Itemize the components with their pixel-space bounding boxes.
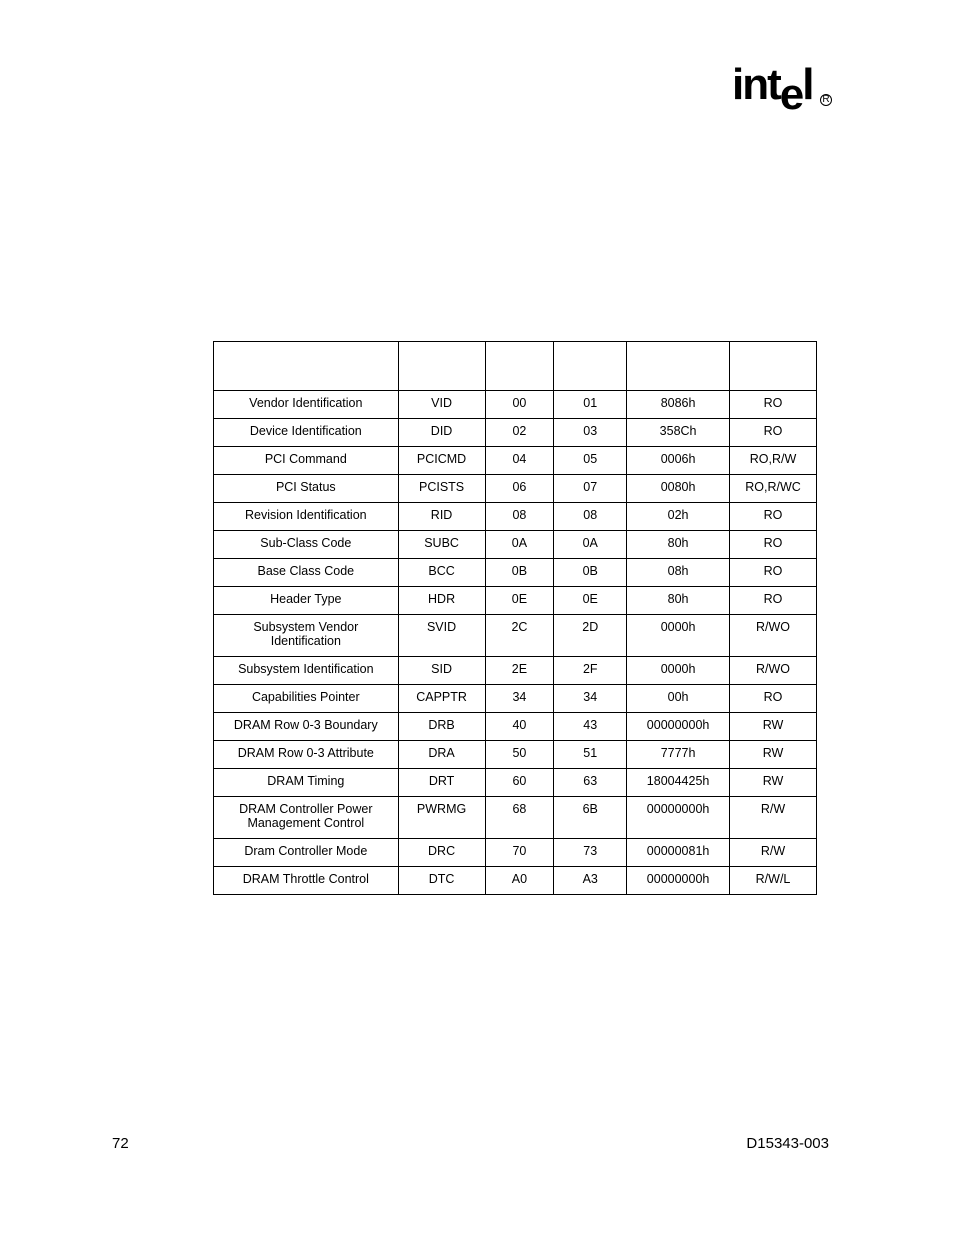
- table-row: [214, 741, 817, 769]
- header-cell: [554, 342, 627, 391]
- table-cell: 80h: [627, 531, 730, 559]
- table-cell: 80h: [627, 587, 730, 615]
- table-cell: RW: [730, 769, 817, 797]
- table-cell: A0: [485, 867, 554, 895]
- table-row: [214, 797, 817, 839]
- header-cell: [214, 342, 399, 391]
- table-cell: Base Class Code: [214, 559, 399, 587]
- table-cell: CAPPTR: [398, 685, 485, 713]
- table-cell: R/WO: [730, 657, 817, 685]
- table-cell: R/W: [730, 839, 817, 867]
- table-cell: RW: [730, 741, 817, 769]
- table-cell: 0A: [485, 531, 554, 559]
- table-cell: 63: [554, 769, 627, 797]
- page-number: 72: [112, 1135, 129, 1152]
- table-cell: R/WO: [730, 615, 817, 657]
- header-cell: [398, 342, 485, 391]
- table-cell: 7777h: [627, 741, 730, 769]
- table-cell: Subsystem Identification: [214, 657, 399, 685]
- logo-part-e: e: [779, 70, 803, 119]
- table-cell: PWRMG: [398, 797, 485, 839]
- table-cell: 43: [554, 713, 627, 741]
- table-cell: SUBC: [398, 531, 485, 559]
- table-row: [214, 475, 817, 503]
- table-row: [214, 657, 817, 685]
- table-cell: Vendor Identification: [214, 391, 399, 419]
- table-cell: 73: [554, 839, 627, 867]
- table-header-row: [214, 342, 817, 391]
- table-cell: RO: [730, 531, 817, 559]
- table-cell: 03: [554, 419, 627, 447]
- table-cell: 00000000h: [627, 797, 730, 839]
- table-cell: Capabilities Pointer: [214, 685, 399, 713]
- table-cell: 2C: [485, 615, 554, 657]
- logo-part-l: l: [802, 60, 813, 109]
- table-cell: 00000000h: [627, 867, 730, 895]
- table-cell: RID: [398, 503, 485, 531]
- table-cell: 02: [485, 419, 554, 447]
- table-cell: PCISTS: [398, 475, 485, 503]
- table-cell: DRAM Controller Power Management Control: [214, 797, 399, 839]
- table-cell: 0B: [554, 559, 627, 587]
- table-cell: VID: [398, 391, 485, 419]
- table-cell: HDR: [398, 587, 485, 615]
- table-cell: 08h: [627, 559, 730, 587]
- table-cell: DRAM Row 0-3 Boundary: [214, 713, 399, 741]
- registered-mark-icon: R: [820, 94, 832, 106]
- table-cell: Device Identification: [214, 419, 399, 447]
- table-cell: RO: [730, 587, 817, 615]
- document-number: D15343-003: [746, 1135, 829, 1152]
- table-cell: RO: [730, 559, 817, 587]
- table-row: [214, 447, 817, 475]
- table-cell: 05: [554, 447, 627, 475]
- table-cell: 0A: [554, 531, 627, 559]
- header-cell: [485, 342, 554, 391]
- table-row: [214, 531, 817, 559]
- table-cell: 0000h: [627, 615, 730, 657]
- table-cell: 34: [554, 685, 627, 713]
- table-cell: R/W: [730, 797, 817, 839]
- table-cell: 2D: [554, 615, 627, 657]
- table-cell: 8086h: [627, 391, 730, 419]
- logo-part-int: int: [732, 60, 780, 109]
- table-cell: 08: [485, 503, 554, 531]
- table-cell: 18004425h: [627, 769, 730, 797]
- table-cell: 02h: [627, 503, 730, 531]
- table-cell: 2F: [554, 657, 627, 685]
- table-cell: 60: [485, 769, 554, 797]
- table-cell: BCC: [398, 559, 485, 587]
- table-cell: 34: [485, 685, 554, 713]
- table-cell: DTC: [398, 867, 485, 895]
- table-cell: 0006h: [627, 447, 730, 475]
- table-cell: RO,R/W: [730, 447, 817, 475]
- intel-logo-wordmark: [732, 60, 813, 119]
- table-cell: 07: [554, 475, 627, 503]
- table-cell: 0E: [485, 587, 554, 615]
- table-cell: Sub-Class Code: [214, 531, 399, 559]
- table-cell: RO: [730, 503, 817, 531]
- table-cell: 08: [554, 503, 627, 531]
- table-row: [214, 615, 817, 657]
- table-cell: SID: [398, 657, 485, 685]
- table-cell: 00: [485, 391, 554, 419]
- table-cell: 00h: [627, 685, 730, 713]
- table-cell: 0E: [554, 587, 627, 615]
- header-cell: [730, 342, 817, 391]
- table-row: [214, 713, 817, 741]
- table-row: [214, 503, 817, 531]
- table-cell: RW: [730, 713, 817, 741]
- register-table: [213, 341, 817, 895]
- table-cell: 68: [485, 797, 554, 839]
- table-cell: 70: [485, 839, 554, 867]
- table-cell: SVID: [398, 615, 485, 657]
- table-cell: DID: [398, 419, 485, 447]
- table-cell: 50: [485, 741, 554, 769]
- table-cell: 51: [554, 741, 627, 769]
- table-cell: Revision Identification: [214, 503, 399, 531]
- table-row: [214, 559, 817, 587]
- table-cell: DRB: [398, 713, 485, 741]
- table-cell: 01: [554, 391, 627, 419]
- table-cell: PCI Status: [214, 475, 399, 503]
- table-cell: RO: [730, 419, 817, 447]
- table-cell: DRAM Throttle Control: [214, 867, 399, 895]
- table-cell: Header Type: [214, 587, 399, 615]
- table-cell: 00000000h: [627, 713, 730, 741]
- table-row: [214, 587, 817, 615]
- table-cell: PCI Command: [214, 447, 399, 475]
- table-row: [214, 839, 817, 867]
- table-cell: 06: [485, 475, 554, 503]
- table-cell: Dram Controller Mode: [214, 839, 399, 867]
- table-row: [214, 685, 817, 713]
- table-cell: 40: [485, 713, 554, 741]
- table-cell: Subsystem Vendor Identification: [214, 615, 399, 657]
- header-cell: [627, 342, 730, 391]
- table-row: [214, 769, 817, 797]
- table-row: [214, 419, 817, 447]
- table-body: [214, 391, 817, 895]
- table-cell: DRAM Row 0-3 Attribute: [214, 741, 399, 769]
- table-cell: 0000h: [627, 657, 730, 685]
- table-cell: RO: [730, 685, 817, 713]
- table-cell: PCICMD: [398, 447, 485, 475]
- table-cell: RO,R/WC: [730, 475, 817, 503]
- table-cell: DRAM Timing: [214, 769, 399, 797]
- table-row: [214, 867, 817, 895]
- table-cell: DRC: [398, 839, 485, 867]
- table-cell: 00000081h: [627, 839, 730, 867]
- table-cell: DRA: [398, 741, 485, 769]
- table-cell: 04: [485, 447, 554, 475]
- table-cell: 6B: [554, 797, 627, 839]
- table-cell: DRT: [398, 769, 485, 797]
- table-cell: 0080h: [627, 475, 730, 503]
- table-cell: A3: [554, 867, 627, 895]
- table-cell: 2E: [485, 657, 554, 685]
- table-cell: 358Ch: [627, 419, 730, 447]
- table-row: [214, 391, 817, 419]
- table-cell: R/W/L: [730, 867, 817, 895]
- intel-logo: [732, 60, 832, 120]
- table-cell: 0B: [485, 559, 554, 587]
- table-cell: RO: [730, 391, 817, 419]
